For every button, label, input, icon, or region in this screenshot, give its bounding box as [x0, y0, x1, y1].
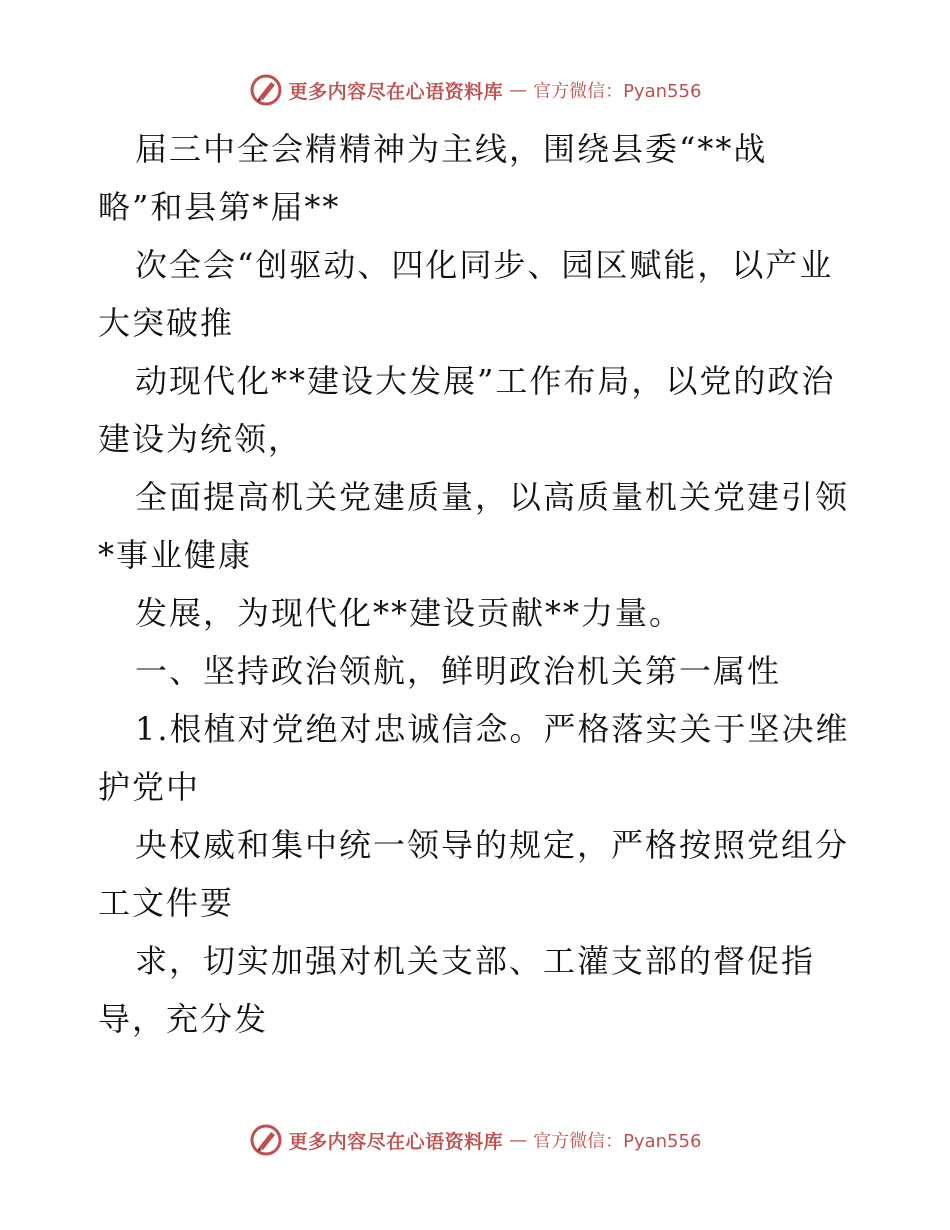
text-line: 略”和县第*届** [98, 188, 341, 226]
text-line: 求，切实加强对机关支部、工灌支部的督促指 [135, 942, 816, 980]
text-line: 发展，为现代化**建设贡献**力量。 [135, 594, 684, 632]
text-line: 建设为统领， [98, 420, 303, 458]
text-line: 届三中全会精精神为主线，围绕县委“**战 [135, 130, 768, 168]
text-line: *事业健康 [98, 536, 253, 574]
text-line: 大突破推 [98, 304, 235, 342]
text-line: 护党中 [98, 768, 201, 806]
text-line: 次全会“创驱动、四化同步、园区赋能，以产业 [135, 246, 834, 284]
text-line: 央权威和集中统一领导的规定，严格按照党组分 [135, 826, 850, 864]
section-heading: 一、坚持政治领航，鲜明政治机关第一属性 [135, 652, 782, 690]
text-line: 全面提高机关党建质量，以高质量机关党建引领 [135, 478, 850, 516]
text-line: 1.根植对党绝对忠诚信念。严格落实关于坚决维 [135, 710, 850, 748]
pen-logo-icon [249, 73, 283, 107]
pen-logo-icon [249, 1123, 283, 1157]
document-body [98, 120, 858, 1048]
text-line: 导，充分发 [98, 1000, 269, 1038]
watermark-sub-text: 官方微信：Pyan556 [533, 81, 702, 102]
watermark-dash: — [509, 79, 528, 101]
watermark-sub-text: 官方微信：Pyan556 [533, 1131, 702, 1152]
header-watermark [0, 70, 950, 110]
text-line: 动现代化**建设大发展”工作布局，以党的政治 [135, 362, 836, 400]
watermark-dash: — [509, 1129, 528, 1151]
watermark-main-text: 更多内容尽在心语资料库 [288, 1130, 504, 1153]
watermark-main-text: 更多内容尽在心语资料库 [288, 80, 504, 103]
text-line: 工文件要 [98, 884, 235, 922]
footer-watermark [0, 1120, 950, 1160]
